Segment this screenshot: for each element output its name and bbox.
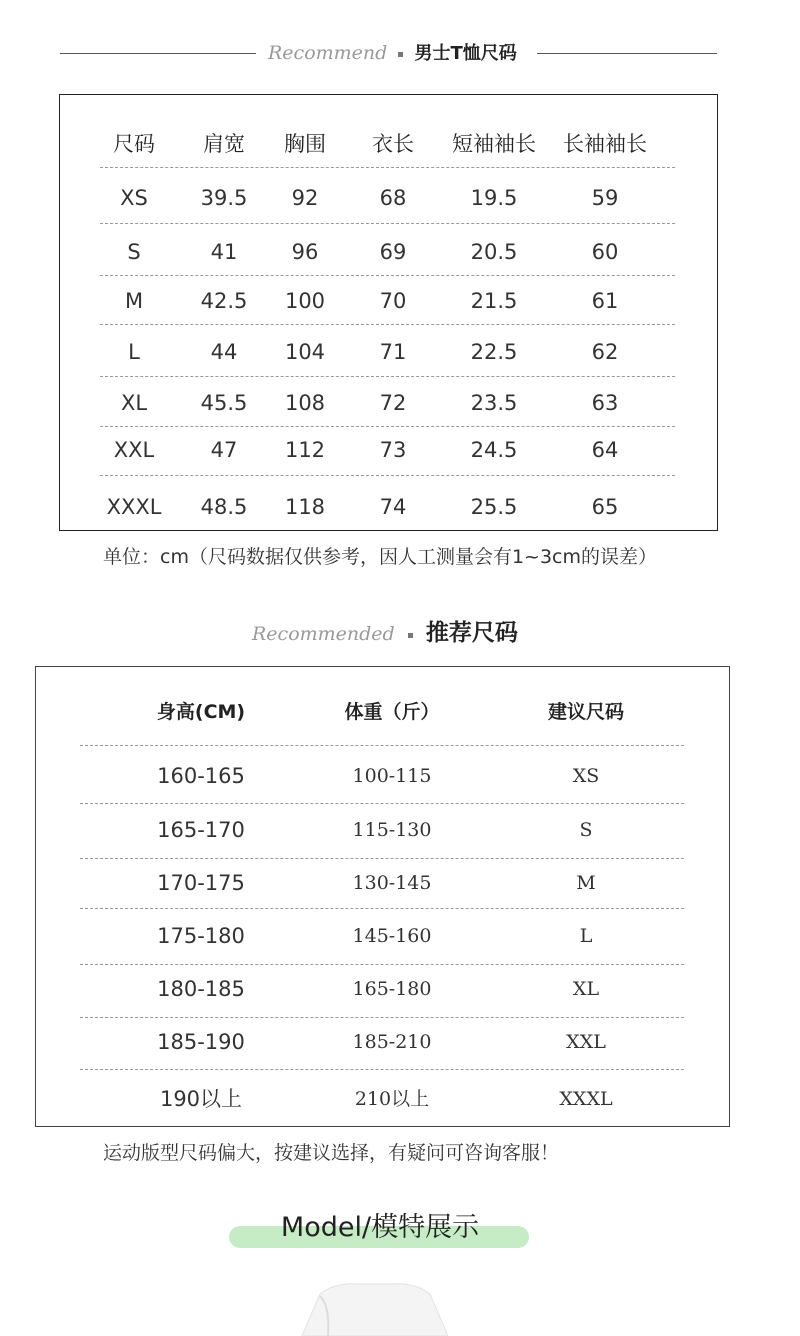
- column-header: 建议尺码: [547, 701, 625, 723]
- table-cell: 115-130: [352, 819, 432, 841]
- table-cell: 170-175: [157, 871, 245, 895]
- separator-dot: [408, 633, 413, 638]
- table-cell: 42.5: [200, 289, 248, 313]
- table-cell: XL: [572, 978, 600, 1000]
- table-cell: 65: [591, 495, 619, 519]
- table-cell: 60: [591, 240, 619, 264]
- size-note: 单位：cm（尺码数据仅供参考，因人工测量会有1~3cm的误差）: [103, 546, 658, 568]
- table-cell: XS: [120, 186, 148, 210]
- table-cell: 20.5: [470, 240, 518, 264]
- table-cell: 210以上: [354, 1088, 430, 1110]
- table-cell: M: [124, 289, 144, 313]
- table-cell: 61: [591, 289, 619, 313]
- column-header: 体重（斤）: [344, 701, 440, 723]
- table-cell: 22.5: [470, 340, 518, 364]
- table-row: [60, 286, 717, 316]
- table-cell: 21.5: [470, 289, 518, 313]
- table-cell: 39.5: [200, 186, 248, 210]
- column-header: 衣长: [372, 132, 414, 156]
- size-section-header: [268, 40, 517, 66]
- table-row: [60, 183, 717, 213]
- table-cell: 96: [291, 240, 319, 264]
- table-row: [36, 1084, 729, 1114]
- table-cell: 70: [379, 289, 407, 313]
- table-cell: 69: [379, 240, 407, 264]
- table-cell: 48.5: [200, 495, 248, 519]
- table-cell: 112: [284, 438, 326, 462]
- table-row: [36, 868, 729, 898]
- row-divider: [100, 324, 675, 325]
- recommend-table: [35, 666, 730, 1127]
- table-cell: 72: [379, 391, 407, 415]
- section-title: 男士T恤尺码: [414, 43, 517, 64]
- table-cell: 180-185: [157, 977, 245, 1001]
- table-row: [60, 237, 717, 267]
- table-cell: 190以上: [159, 1087, 243, 1111]
- table-cell: 47: [210, 438, 238, 462]
- row-divider: [80, 858, 684, 859]
- row-divider: [80, 803, 684, 804]
- table-cell: 44: [210, 340, 238, 364]
- table-cell: L: [128, 340, 140, 364]
- table-row: [60, 492, 717, 522]
- row-divider: [100, 223, 675, 224]
- table-cell: 92: [291, 186, 319, 210]
- row-divider: [80, 745, 684, 746]
- row-divider: [80, 1069, 684, 1070]
- table-row: [36, 921, 729, 951]
- header-rule-left: [60, 53, 256, 54]
- script-label: Recommend: [268, 42, 388, 64]
- row-divider: [100, 426, 675, 427]
- table-cell: 108: [284, 391, 326, 415]
- separator-dot: [398, 52, 403, 57]
- table-cell: S: [127, 240, 141, 264]
- size-table: [59, 94, 718, 531]
- row-divider: [100, 475, 675, 476]
- table-cell: 45.5: [200, 391, 248, 415]
- table-cell: L: [579, 925, 593, 947]
- table-cell: XXXL: [106, 495, 162, 519]
- row-divider: [100, 167, 675, 168]
- row-divider: [80, 964, 684, 965]
- table-row: [36, 1027, 729, 1057]
- table-cell: 145-160: [352, 925, 432, 947]
- column-header: 短袖袖长: [452, 132, 536, 156]
- table-cell: 62: [591, 340, 619, 364]
- table-cell: 185-190: [157, 1030, 245, 1054]
- table-cell: 165-170: [157, 818, 245, 842]
- table-cell: 104: [284, 340, 326, 364]
- table-cell: 175-180: [157, 924, 245, 948]
- size-table-header: [60, 129, 717, 159]
- table-cell: 25.5: [470, 495, 518, 519]
- table-cell: XXL: [566, 1031, 606, 1053]
- table-row: [36, 761, 729, 791]
- table-cell: 24.5: [470, 438, 518, 462]
- table-cell: 165-180: [352, 978, 432, 1000]
- section-title: 推荐尺码: [425, 620, 518, 646]
- table-cell: 118: [284, 495, 326, 519]
- table-cell: XXXL: [559, 1088, 613, 1110]
- column-header: 身高(CM): [156, 701, 246, 723]
- header-rule-right: [537, 53, 717, 54]
- table-row: [60, 435, 717, 465]
- table-row: [36, 974, 729, 1004]
- table-cell: XXL: [113, 438, 155, 462]
- table-cell: 100: [284, 289, 326, 313]
- table-cell: 160-165: [157, 764, 245, 788]
- table-cell: 23.5: [470, 391, 518, 415]
- column-header: 胸围: [284, 132, 326, 156]
- script-label: Recommended: [252, 623, 395, 645]
- table-cell: 41: [210, 240, 238, 264]
- column-header: 尺码: [113, 132, 155, 156]
- table-cell: 68: [379, 186, 407, 210]
- recommend-section-header: [252, 618, 518, 648]
- table-cell: 73: [379, 438, 407, 462]
- row-divider: [80, 908, 684, 909]
- table-cell: 185-210: [352, 1031, 432, 1053]
- table-cell: 64: [591, 438, 619, 462]
- table-cell: 59: [591, 186, 619, 210]
- row-divider: [100, 376, 675, 377]
- table-row: [36, 815, 729, 845]
- row-divider: [100, 275, 675, 276]
- row-divider: [80, 1017, 684, 1018]
- recommend-table-header: [36, 697, 729, 727]
- recommend-note: 运动版型尺码偏大，按建议选择，有疑问可咨询客服！: [103, 1142, 560, 1164]
- column-header: 肩宽: [203, 132, 245, 156]
- table-row: [60, 388, 717, 418]
- table-cell: M: [576, 872, 596, 894]
- table-cell: 130-145: [352, 872, 432, 894]
- model-shirt-image: [290, 1276, 460, 1336]
- table-cell: 71: [379, 340, 407, 364]
- table-cell: 19.5: [470, 186, 518, 210]
- column-header: 长袖袖长: [563, 132, 647, 156]
- table-cell: XS: [572, 765, 600, 787]
- table-cell: S: [579, 819, 593, 841]
- table-cell: 74: [379, 495, 407, 519]
- table-cell: XL: [120, 391, 148, 415]
- model-section-title: Model/模特展示: [280, 1212, 480, 1243]
- table-row: [60, 337, 717, 367]
- table-cell: 63: [591, 391, 619, 415]
- table-cell: 100-115: [352, 765, 432, 787]
